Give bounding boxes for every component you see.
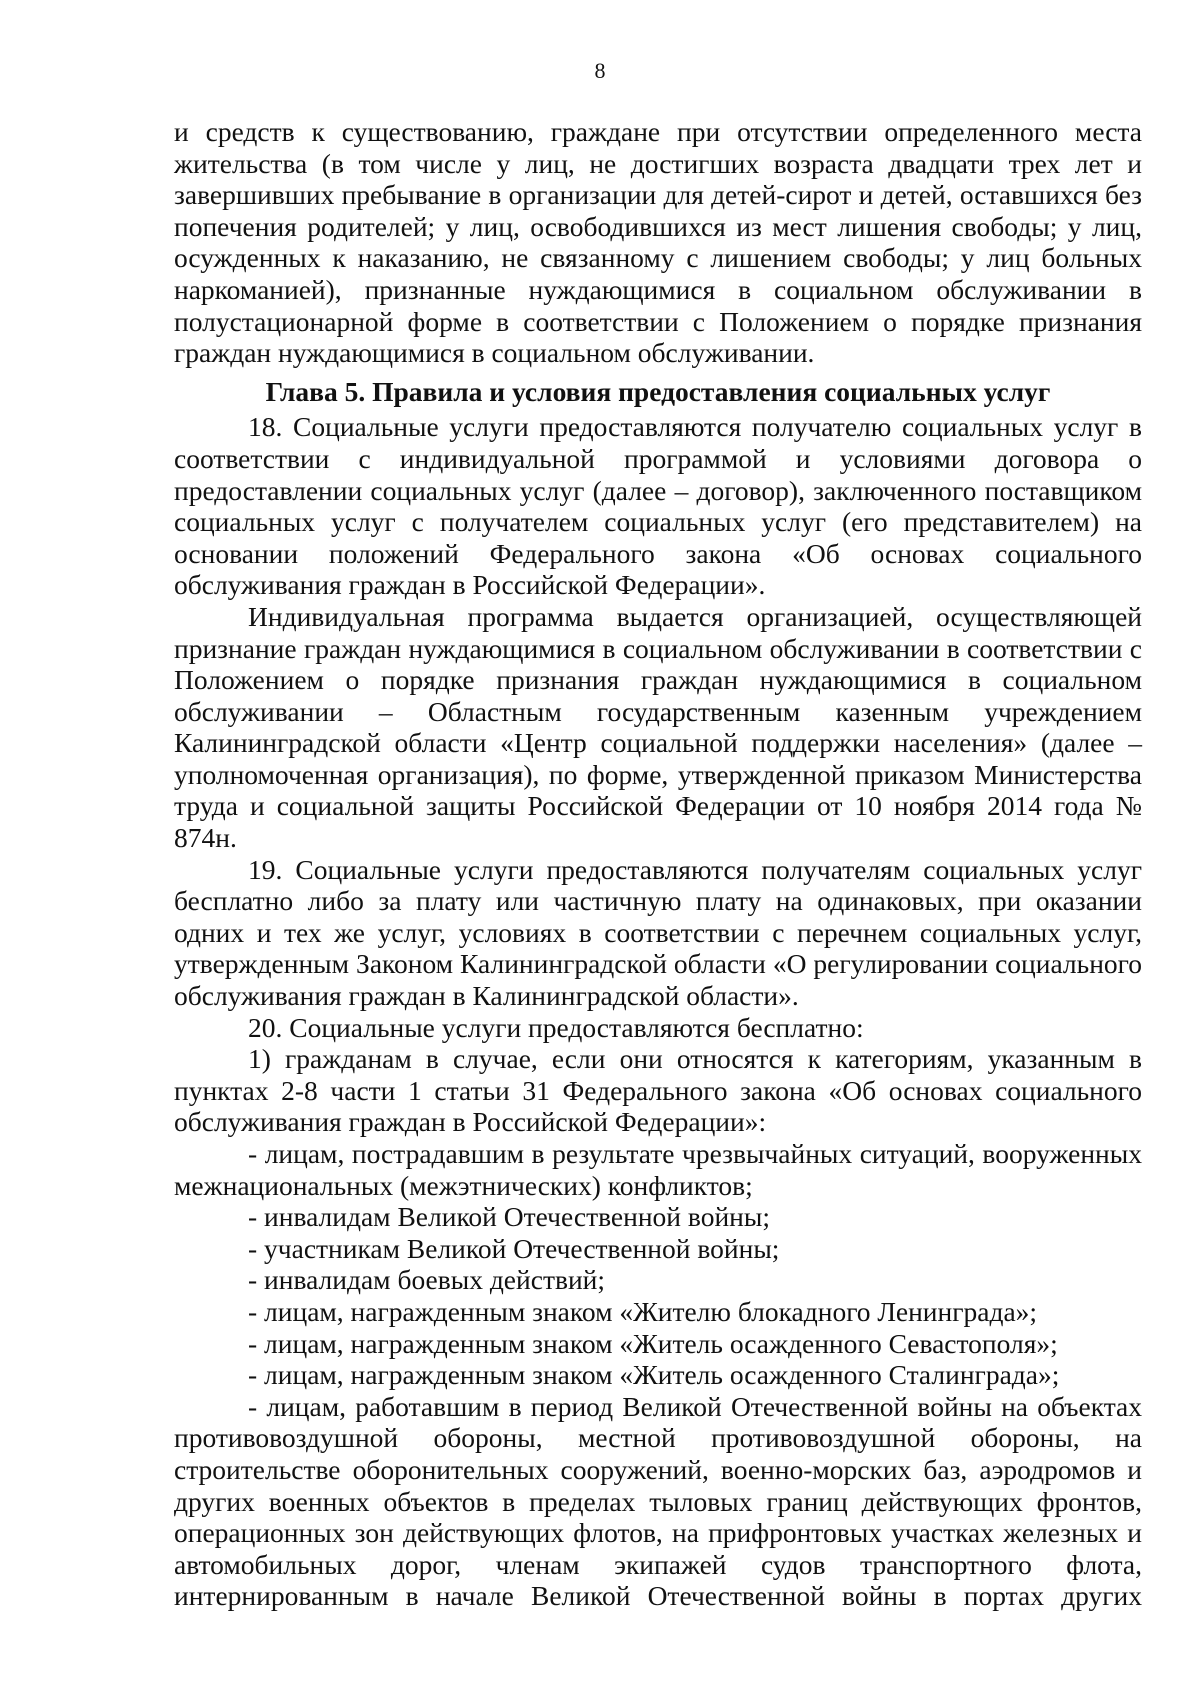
paragraph-18	[174, 411, 1142, 601]
paragraph-line: уполномоченная организация), по форме, утвержденной приказом Министерства	[174, 758, 1142, 790]
intro-line: наркоманией), признанные нуждающимися в социальном обслуживании	[174, 273, 1129, 305]
list-item: - участникам Великой Отечественной войны;	[248, 1232, 780, 1264]
intro-paragraph	[174, 116, 1142, 369]
paragraph-line: 19. Социальные услуги предоставляются получателям социальных услуг	[248, 853, 1142, 885]
paragraph-line: социальных услуг с получателем социальных услуг (его представителем)	[174, 506, 1116, 538]
list-item: - инвалидам боевых действий;	[248, 1264, 606, 1296]
paragraph-19	[174, 854, 1142, 1012]
intro-line: в полустационарной форме в соответствии с Положением о порядке признания	[174, 273, 1142, 337]
paragraph-line: обслуживания граждан в Российской Федерации».	[174, 569, 766, 601]
paragraph-line: 1) гражданам в случае, если они относятся к категориям, указанным	[248, 1043, 1129, 1075]
paragraph-line: труда и социальной защиты Российской Федерации от 10 ноября 2014 года	[174, 790, 1116, 822]
list-item: - инвалидам Великой Отечественной войны;	[248, 1201, 770, 1233]
list-item: - лицам, работавшим в период Великой Отечественной войны на объектах противовоздушной обороны, местной противовоздушной обороны, на строительстве оборонительных сооружений, военно-морских баз, аэродромов и других военных объектов в пределах тыловых границ действующих фронтов, операционных зон действующих флотов, на прифронтовых участках железных и автомобильных дорог, членам экипажей судов транспортного флота, интернированным в начале Великой Отечественной войны в портах других	[174, 1390, 1142, 1612]
paragraph-line: с Положением о порядке признания граждан нуждающимися в социальном	[174, 632, 1142, 696]
intro-line: и завершивших пребывание в организации для детей-сирот и детей, оставшихся	[174, 147, 1142, 211]
paragraph-line: и тех же услуг, условиях в соответствии с перечнем социальных услуг,	[256, 916, 1142, 948]
paragraph-20: 20. Социальные услуги предоставляются бесплатно:	[248, 1011, 864, 1043]
paragraph-line: 18. Социальные услуги предоставляются получателю социальных услуг	[248, 411, 1129, 443]
list-item: - лицам, награжденным знаком «Житель осажденного Сталинграда»;	[248, 1359, 1060, 1391]
paragraph-line: признание граждан нуждающимися в социальном обслуживании в соответствии	[174, 632, 1130, 664]
intro-line: граждан нуждающимися в социальном обслуживании.	[174, 337, 815, 369]
paragraph-line: в соответствии с индивидуальной программой и условиями договора	[174, 411, 1142, 474]
paragraph-line: на основании положений Федерального закона «Об основах социального	[174, 506, 1142, 569]
list-item: - лицам, награжденным знаком «Житель осажденного Севастополя»;	[248, 1327, 1058, 1359]
list-item: - лицам, награжденным знаком «Жителю блокадного Ленинграда»;	[248, 1295, 1038, 1327]
paragraph-line: № 874н.	[174, 790, 1142, 854]
paragraph-line: Индивидуальная программа выдается организацией, осуществляющей	[248, 600, 1142, 632]
paragraph-line: Калининградской области «Центр социальной поддержки населения» (далее –	[174, 727, 1142, 759]
paragraph-individual-program	[174, 601, 1142, 854]
category-list	[174, 1138, 1142, 1612]
paragraph-line: обслуживания граждан в Калининградской области».	[174, 980, 799, 1012]
paragraph-line: бесплатно либо за плату или частичную плату на одинаковых, при оказании одних	[174, 885, 1142, 948]
page-number: 8	[594, 58, 606, 83]
paragraph-line: утвержденным Законом Калининградской области «О регулировании социального	[174, 948, 1142, 980]
intro-line: осужденных к наказанию, не связанному с лишением свободы; у лиц больных	[174, 242, 1142, 274]
intro-line: и средств к существованию, граждане при отсутствии определенного места	[174, 116, 1142, 147]
paragraph-line: обслуживании – Областным государственным казенным учреждением	[174, 695, 1142, 727]
document-body	[174, 116, 1142, 1612]
chapter-title: Глава 5. Правила и условия предоставления социальных услуг	[265, 375, 1051, 407]
list-item: - лицам, пострадавшим в результате чрезвычайных ситуаций, вооруженных межнациональных (межэтнических) конфликтов;	[174, 1138, 1142, 1201]
paragraph-line: обслуживания граждан в Российской Федерации»:	[174, 1106, 767, 1138]
subparagraph-1	[174, 1043, 1142, 1138]
paragraph-line: в пунктах 2-8 части 1 статьи 31 Федерального закона «Об основах социального	[174, 1043, 1142, 1106]
intro-line: без попечения родителей; у лиц, освободившихся из мест лишения свободы; у лиц,	[174, 179, 1142, 242]
paragraph-line: о предоставлении социальных услуг (далее – договор), заключенного поставщиком	[174, 442, 1142, 506]
intro-line: жительства (в том числе у лиц, не достигших возраста двадцати трех лет	[174, 147, 1128, 179]
